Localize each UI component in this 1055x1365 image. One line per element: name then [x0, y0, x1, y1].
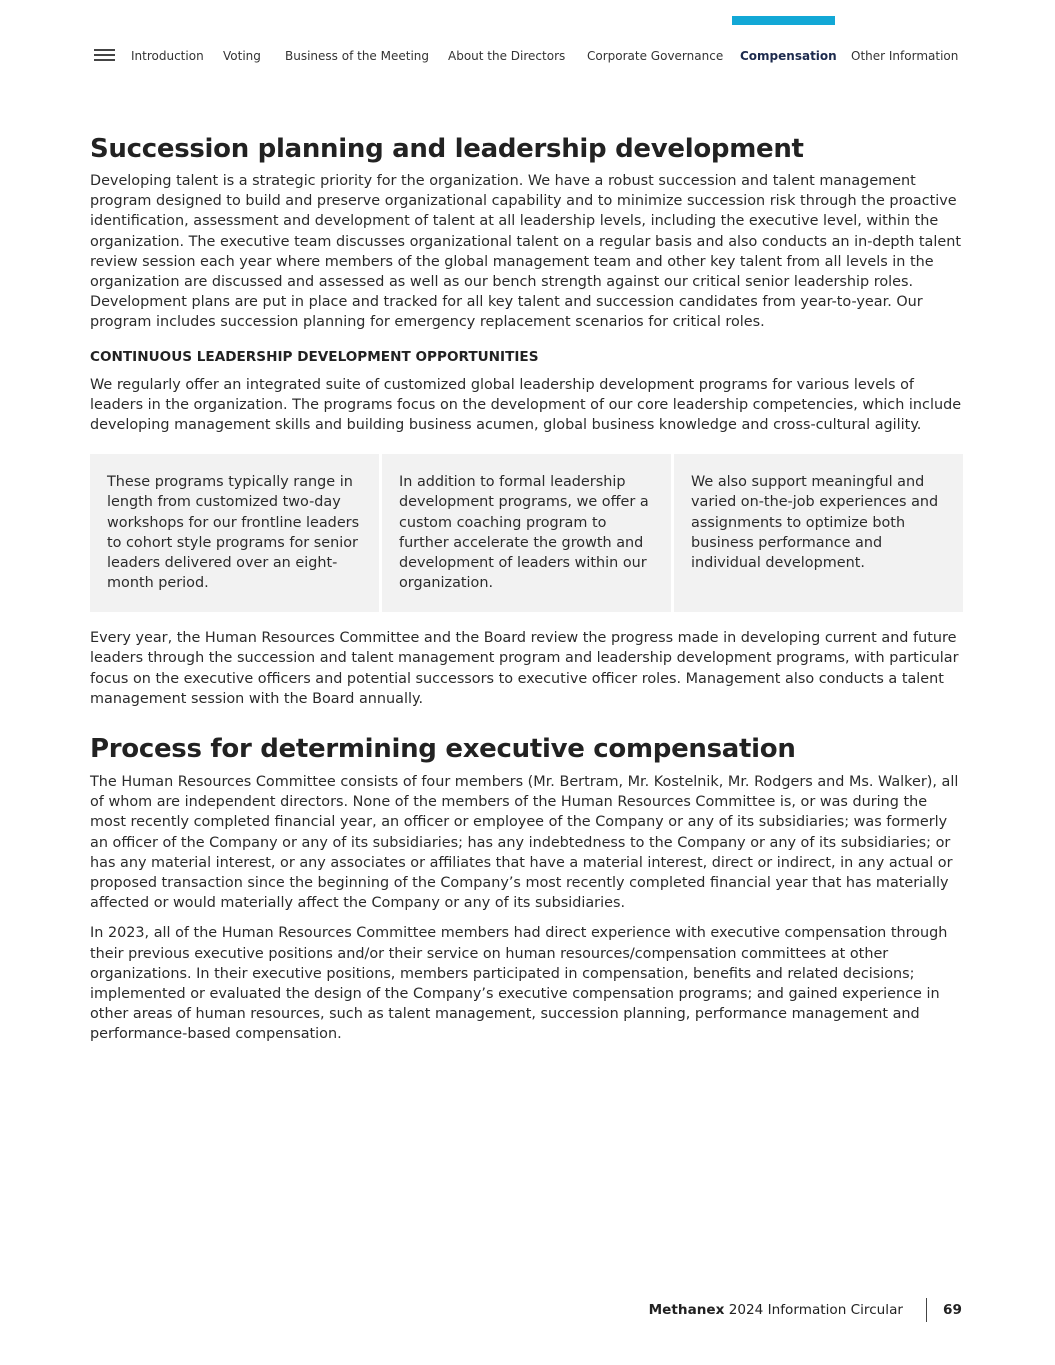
main-content: [90, 132, 966, 1045]
section-title-compensation-process: Process for determining executive compensation: [90, 734, 796, 765]
highlight-box-programs: [90, 454, 379, 612]
highlight-box-text: We also support meaningful and varied on-the-job experiences and assignments to optimize both business performance and individual development.: [691, 474, 939, 572]
program-highlight-boxes: [90, 454, 963, 612]
page-footer: [0, 1298, 1055, 1324]
footer-document-title: [649, 1301, 903, 1319]
footer-doc-title: 2024 Information Circular: [724, 1302, 903, 1318]
succession-intro-paragraph: Developing talent is a strategic priority for the organization. We have a robust succession and talent management program designed to build and preserve organizational capability and to minimize succession risk through the proactive identification, assessment and development of talent at all leadership levels, including the executive level, within the organization. The executive team discusses organizational talent on a regular basis and also conducts an in-depth talent review session each year where members of the global management team and other key talent from all levels in the organization are discussed and assessed as well as our bench strength against our critical senior leadership roles. Development plans are put in place and tracked for all key talent and succession candidates from year-to-year. Our program includes succession planning for emergency replacement scenarios for critical roles.: [90, 173, 961, 331]
nav-item-corporate-governance[interactable]: Corporate Governance: [587, 49, 724, 63]
hr-committee-experience-paragraph: In 2023, all of the Human Resources Committee members had direct experience with executive compensation through their previous executive positions and/or their service on human resources/compensation committees at other organizations. In their executive positions, members participated in compensation, benefits and related decisions; implemented or evaluated the design of the Company’s executive compensation programs; and gained experience in other areas of human resources, such as talent management, succession planning, performance management and performance-based compensation.: [90, 925, 948, 1043]
nav-item-compensation[interactable]: Compensation: [740, 49, 837, 63]
nav-item-other-information[interactable]: Other Information: [851, 49, 959, 63]
leadership-development-paragraph: We regularly offer an integrated suite of customized global leadership development programs for various levels of leaders in the organization. The programs focus on the development of our core leadership competencies, which include developing management skills and building business acumen, global business knowledge and cross-cultural agility.: [90, 376, 962, 434]
nav-item-introduction[interactable]: Introduction: [131, 49, 204, 63]
nav-item-business-of-the-meeting[interactable]: Business of the Meeting: [285, 49, 429, 63]
hr-committee-paragraph: The Human Resources Committee consists of four members (Mr. Bertram, Mr. Kostelnik, Mr. Rodgers and Ms. Walker), all of whom are independent directors. None of the members of the Human Resources Committee is, or was during the most recently completed financial year, an officer or employee of the Company or any of its subsidiaries; was formerly an officer of the Company or any of its subsidiaries; has any indebtedness to the Company or any of its subsidiaries; or has any material interest, or any associates or affiliates that have a material interest, direct or indirect, in any actual or proposed transaction since the beginning of the Company’s most recently completed financial year that has materially affected or would materially affect the Company or any of its subsidiaries.: [90, 774, 959, 912]
active-section-indicator: [732, 16, 835, 25]
section-title-succession: Succession planning and leadership development: [90, 134, 804, 164]
highlight-box-coaching: [382, 454, 671, 612]
leadership-development-subheading: CONTINUOUS LEADERSHIP DEVELOPMENT OPPORTUNITIES: [90, 348, 539, 365]
highlight-box-text: These programs typically range in length from customized two-day workshops for our frontline leaders to cohort style programs for senior leaders delivered over an eight-month period.: [107, 474, 360, 592]
page-number: 69: [943, 1302, 962, 1318]
top-navigation: [0, 0, 1055, 80]
hamburger-menu-icon[interactable]: [94, 49, 115, 63]
highlight-box-text: In addition to formal leadership development programs, we offer a custom coaching program to further accelerate the growth and development of leaders within our organization.: [399, 474, 649, 592]
footer-brand: Methanex: [648, 1302, 725, 1318]
nav-item-about-the-directors[interactable]: About the Directors: [448, 49, 566, 63]
footer-divider: [926, 1298, 927, 1322]
nav-item-voting[interactable]: Voting: [223, 49, 261, 63]
succession-closing-paragraph: Every year, the Human Resources Committee and the Board review the progress made in developing current and future leaders through the succession and talent management program and leadership development programs, with particular focus on the executive officers and potential successors to executive officer roles. Management also conducts a talent management session with the Board annually.: [90, 630, 959, 707]
highlight-box-on-the-job: [674, 454, 963, 612]
